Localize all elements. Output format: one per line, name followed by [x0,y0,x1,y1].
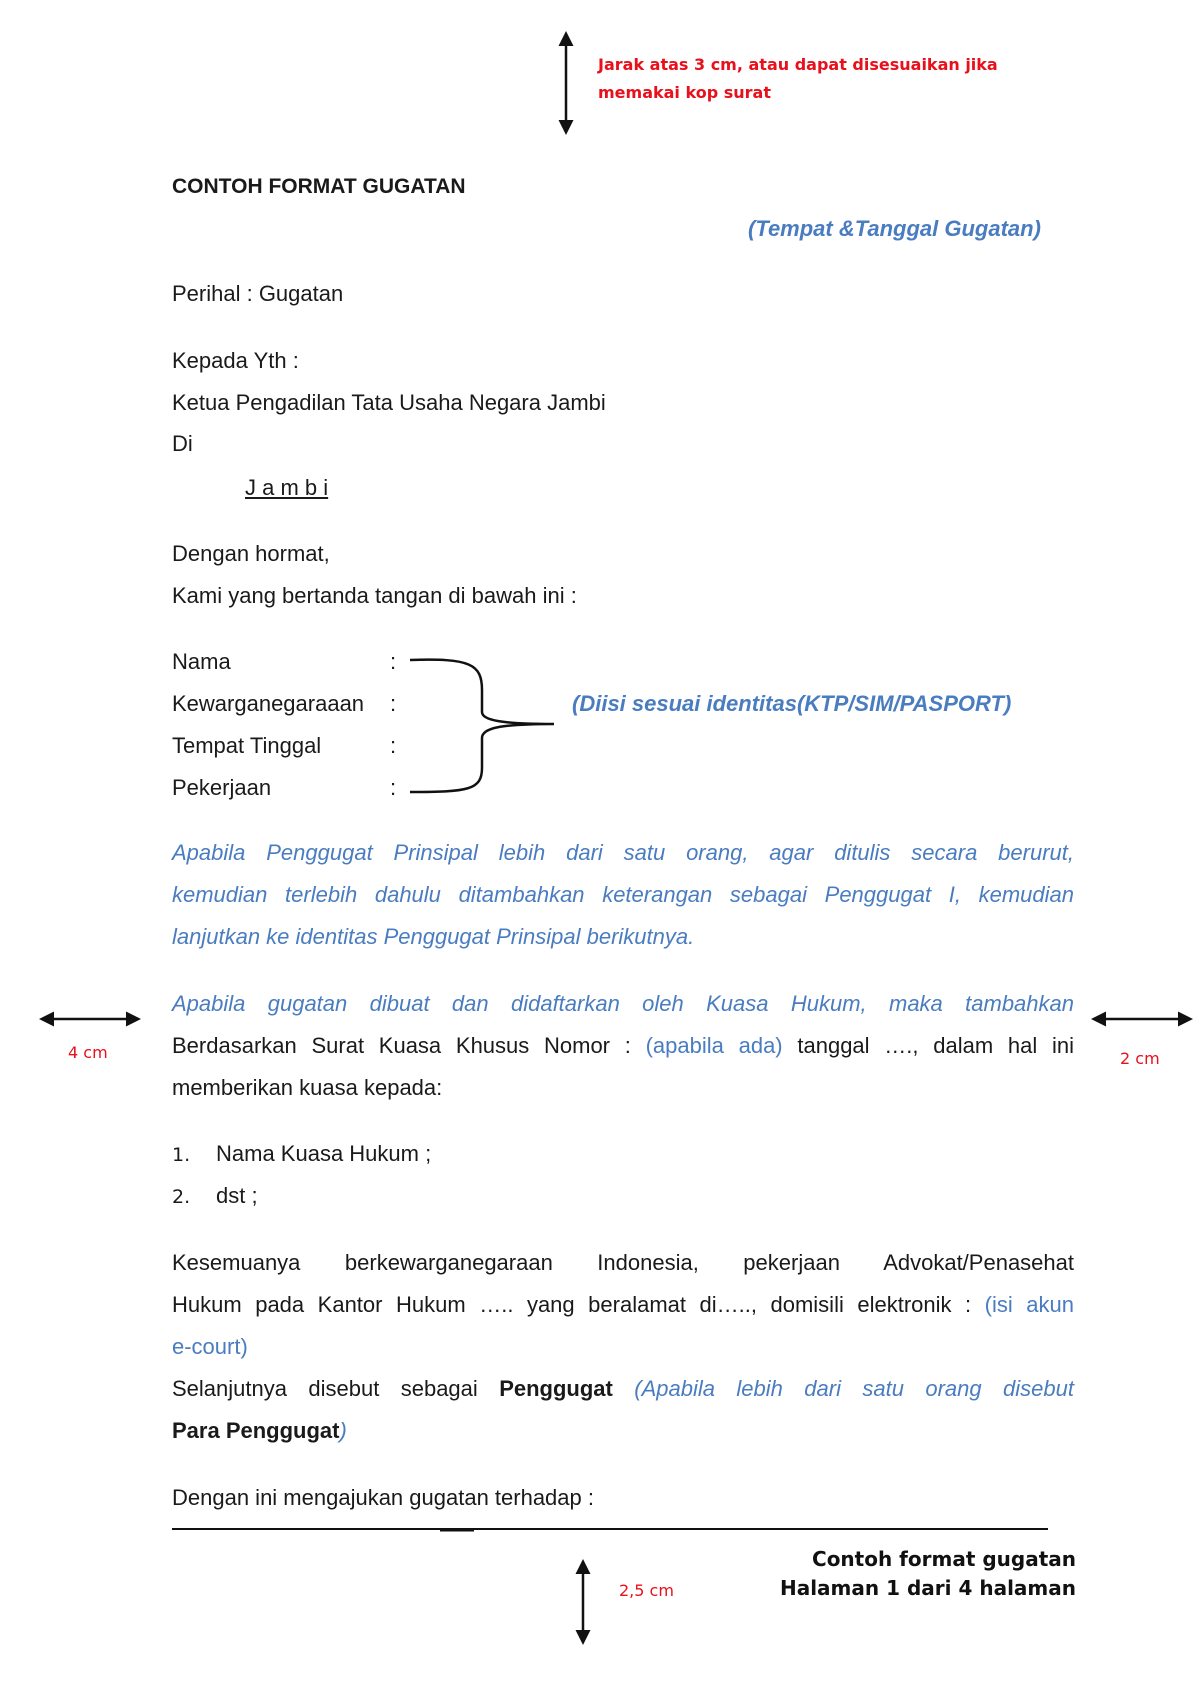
list-number-1: 1. [172,1144,191,1166]
city: J a m b i [245,475,329,500]
left-margin-label: 4 cm [68,1043,108,1062]
place-date-placeholder: (Tempat &Tanggal Gugatan) [748,216,1041,241]
right-margin-label: 2 cm [1120,1049,1160,1068]
field-kewarganegaraan-colon: : [390,691,397,716]
top-margin-note: Jarak atas 3 cm, atau dapat disesuaikan jika memakai kop surat [598,55,998,102]
footer-page-number: Halaman 1 dari 4 halaman [779,1576,1076,1600]
page-footer [780,1545,1076,1603]
para1-line2: Hukum pada Kantor Hukum ….. yang beralamat di….., domisili elektronik : (isi akun [172,1292,1074,1317]
power-of-attorney-line2: memberikan kuasa kepada: [172,1075,443,1100]
identity-note: (Diisi sesuai identitas(KTP/SIM/PASPORT) [572,691,1012,716]
para2-line1: Selanjutnya disebut sebagai Penggugat (Apabila lebih dari satu orang disebut [172,1376,1074,1401]
closing-line: Dengan ini mengajukan gugatan terhadap : [172,1485,594,1510]
addressee-label: Kepada Yth : [172,348,299,373]
bottom-margin-label: 2,5 cm [619,1581,674,1600]
identity-brace [410,660,554,792]
field-pekerjaan-label: Pekerjaan [172,775,272,800]
field-tempat-tinggal-label: Tempat Tinggal [172,733,322,758]
intro-line: Kami yang bertanda tangan di bawah ini : [172,583,577,608]
list-item-1: Nama Kuasa Hukum ; [216,1141,432,1166]
greeting: Dengan hormat, [172,541,330,566]
power-of-attorney-line: Berdasarkan Surat Kuasa Khusus Nomor : (apabila ada) tanggal …., dalam hal ini [172,1033,1074,1058]
para1-line3: e-court) [172,1334,248,1359]
multi-plaintiff-note-line1: Apabila Penggugat Prinsipal lebih dari satu orang, agar ditulis secara berurut, [172,840,1074,865]
footer-caption: Contoh format gugatan [812,1547,1076,1571]
para1-line1: Kesemuanya berkewarganegaraan Indonesia, pekerjaan Advokat/Penasehat [172,1250,1074,1275]
subject-line: Perihal : Gugatan [172,281,344,306]
field-pekerjaan-colon: : [390,775,397,800]
multi-plaintiff-note-line2: kemudian terlebih dahulu ditambahkan keterangan sebagai Penggugat I, kemudian [172,882,1074,907]
field-nama-label: Nama [172,649,231,674]
field-kewarganegaraan-label: Kewarganegaraaan [172,691,365,716]
di-label: Di [172,431,193,456]
field-nama-colon: : [390,649,397,674]
multi-plaintiff-note-line3: lanjutkan ke identitas Penggugat Prinsipal berikutnya. [172,924,695,949]
recipient: Ketua Pengadilan Tata Usaha Negara Jambi [172,390,606,415]
list-number-2: 2. [172,1186,191,1208]
attorney-note: Apabila gugatan dibuat dan didaftarkan oleh Kuasa Hukum, maka tambahkan [172,991,1074,1016]
para2-line2: Para Penggugat) [172,1418,347,1443]
list-item-2: dst ; [216,1183,258,1208]
page-title: CONTOH FORMAT GUGATAN [172,175,466,198]
field-tempat-tinggal-colon: : [390,733,397,758]
